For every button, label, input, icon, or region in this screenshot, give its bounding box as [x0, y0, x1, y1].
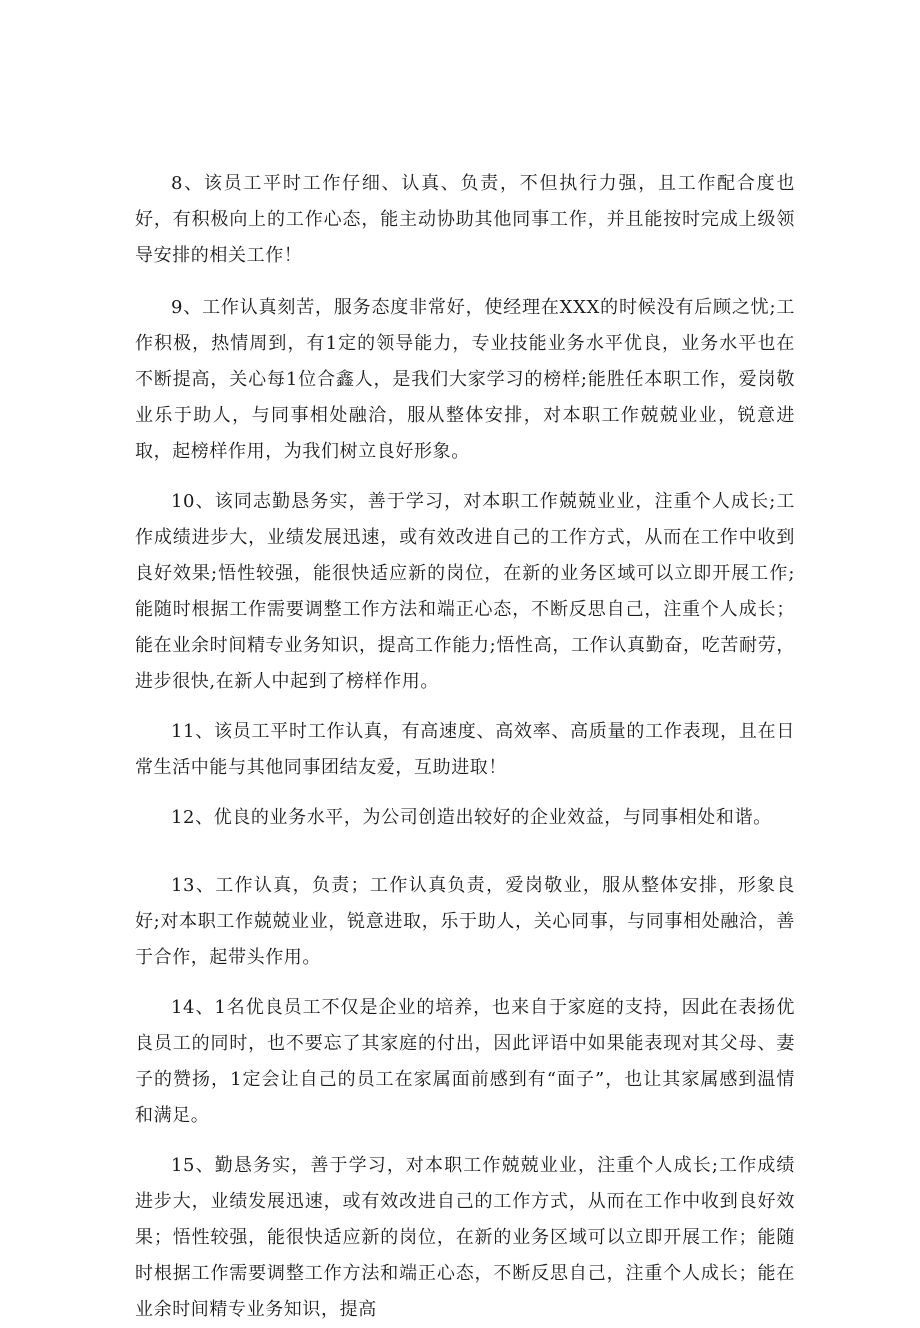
- paragraph-8: 8、该员工平时工作仔细、认真、负责，不但执行力强，且工作配合度也好，有积极向上的工作心态，能主动协助其他同事工作，并且能按时完成上级领导安排的相关工作！: [135, 173, 795, 266]
- paragraph-9: 9、工作认真刻苦，服务态度非常好，使经理在XXX的时候没有后顾之忧;工作积极，热情周到，有1定的领导能力，专业技能业务水平优良，业务水平也在不断提高，关心每1位合鑫人，是我们大家学习的榜样;能胜任本职工作，爱岗敬业乐于助人，与同事相处融洽，服从整体安排，对本职工作兢兢业业，锐意进取，起榜样作用，为我们树立良好形象。: [135, 297, 795, 462]
- paragraph-15: 15、勤恳务实，善于学习，对本职工作兢兢业业，注重个人成长;工作成绩进步大，业绩发展迅速，或有效改进自己的工作方式，从而在工作中收到良好效果；悟性较强，能很快适应新的岗位，在新的业务区域可以立即开展工作；能随时根据工作需要调整工作方法和端正心态，不断反思自己，注重个人成长；能在业余时间精专业务知识，提高: [135, 1155, 795, 1320]
- paragraph-12: 12、优良的业务水平，为公司创造出较好的企业效益，与同事相处和谐。: [171, 807, 772, 828]
- paragraph-10: 10、该同志勤恳务实，善于学习，对本职工作兢兢业业，注重个人成长;工作成绩进步大，业绩发展迅速，或有效改进自己的工作方式，从而在工作中收到良好效果;悟性较强，能很快适应新的岗位，在新的业务区域可以立即开展工作;能随时根据工作需要调整工作方法和端正心态，不断反思自己，注重个人成长；能在业余时间精专业务知识，提高工作能力;悟性高，工作认真勤奋，吃苦耐劳，进步很快,在新人中起到了榜样作用。: [135, 491, 795, 692]
- paragraph-13: 13、工作认真，负责；工作认真负责，爱岗敬业，服从整体安排，形象良好;对本职工作兢兢业业，锐意进取，乐于助人，关心同事，与同事相处融洽，善于合作，起带头作用。: [135, 875, 795, 968]
- document-page: [135, 166, 795, 1328]
- paragraph-14: 14、1名优良员工不仅是企业的培养，也来自于家庭的支持，因此在表扬优良员工的同时，也不要忘了其家庭的付出，因此评语中如果能表现对其父母、妻子的赞扬，1定会让自己的员工在家属面前感到有“面子”，也让其家属感到温情和满足。: [135, 997, 795, 1126]
- paragraph-11: 11、该员工平时工作认真，有高速度、高效率、高质量的工作表现，且在日常生活中能与其他同事团结友爱，互助进取！: [135, 721, 795, 778]
